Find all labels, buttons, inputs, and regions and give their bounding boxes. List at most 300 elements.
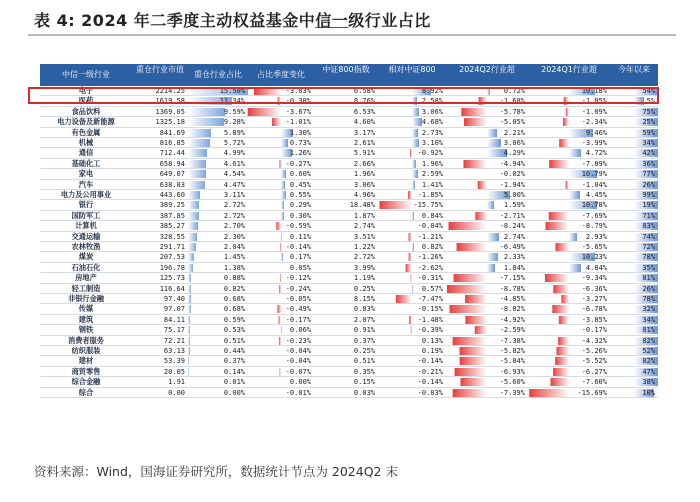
- industry-name: 医药: [78, 96, 94, 106]
- csi-cell: 8.76%: [353, 97, 375, 106]
- rel-cell: -0.21%: [417, 367, 443, 376]
- q2-cell: 1.59%: [503, 201, 525, 210]
- table-row: [40, 377, 658, 387]
- industry-name: 汽车: [78, 179, 94, 189]
- csi-cell: 2.74%: [353, 222, 375, 231]
- table-row: [40, 242, 658, 252]
- industry-name: 钢铁: [78, 325, 94, 335]
- q2-cell: 2.33%: [503, 253, 525, 262]
- share-cell: 1.38%: [223, 263, 245, 272]
- table-row: [40, 148, 658, 158]
- chg-cell: 0.30%: [289, 211, 311, 220]
- mv-cell: 1.91: [168, 378, 185, 387]
- share-cell: 0.53%: [223, 326, 245, 335]
- mv-cell: 387.85: [159, 211, 185, 220]
- q1-cell: -7.89%: [581, 159, 607, 168]
- q1-cell: 10.18%: [581, 87, 607, 95]
- rel-cell: -1.26%: [417, 253, 443, 262]
- table-row: [40, 232, 658, 242]
- mv-cell: 72.21: [163, 336, 185, 345]
- csi-cell: 1.19%: [353, 274, 375, 283]
- q1-cell: 4.45%: [585, 191, 607, 199]
- q1-cell: 4.72%: [585, 149, 607, 158]
- industry-name: 煤炭: [78, 252, 94, 262]
- table-row: [40, 325, 658, 335]
- q1-cell: 2.93%: [585, 232, 607, 241]
- ytd-cell: 26%: [642, 284, 655, 293]
- ytd-cell: 59%: [642, 128, 655, 137]
- industry-name: 农林牧渔: [71, 242, 101, 251]
- table-row: [40, 190, 658, 200]
- q2-cell: -8.02%: [499, 305, 525, 314]
- mv-cell: 53.39: [163, 357, 185, 366]
- q2-cell: -8.24%: [499, 222, 525, 231]
- q2-cell: 4.29%: [503, 149, 525, 158]
- csi-cell: 4.60%: [353, 118, 375, 127]
- q1-cell: -2.34%: [581, 118, 607, 127]
- q1-cell: -7.60%: [581, 378, 607, 387]
- rel-cell: 2.73%: [421, 128, 443, 137]
- mv-cell: 196.78: [159, 263, 185, 272]
- mv-cell: 63.13: [163, 347, 185, 355]
- table-row: [40, 273, 658, 283]
- q1-cell: -7.69%: [581, 211, 607, 220]
- industry-name: 国防军工: [71, 210, 101, 220]
- q1-cell: -1.04%: [581, 180, 607, 189]
- q2-cell: -4.85%: [499, 295, 525, 303]
- industry-name: 银行: [78, 200, 94, 210]
- title-divider: [28, 34, 676, 36]
- rel-cell: 2.59%: [421, 170, 443, 179]
- industry-name: 综合: [78, 387, 94, 397]
- table-row: [40, 336, 658, 346]
- ytd-cell: 36%: [642, 159, 655, 168]
- mv-cell: 658.94: [159, 159, 185, 168]
- table-row: [40, 159, 658, 169]
- q2-cell: -7.15%: [499, 274, 525, 283]
- share-cell: 2.72%: [223, 211, 245, 220]
- csi-cell: 18.48%: [349, 201, 375, 210]
- chg-cell: -0.59%: [285, 222, 311, 231]
- q1-cell: 10.79%: [581, 170, 607, 179]
- table-row: [40, 284, 658, 294]
- mv-cell: 649.07: [159, 170, 185, 179]
- table-row: [40, 367, 658, 377]
- rel-cell: -0.04%: [417, 222, 443, 231]
- share-cell: 0.51%: [223, 336, 245, 345]
- ytd-cell: 82%: [642, 336, 655, 345]
- table-row: [40, 346, 658, 356]
- share-cell: 4.54%: [223, 170, 245, 179]
- mv-cell: 97.40: [163, 295, 185, 303]
- share-cell: 0.59%: [223, 315, 245, 324]
- ytd-cell: 25%: [642, 118, 655, 127]
- q2-cell: 0.72%: [503, 87, 525, 95]
- mv-cell: 1369.05: [155, 107, 185, 116]
- rel-cell: -1.48%: [417, 315, 443, 324]
- table-row: [40, 221, 658, 231]
- table-row: [40, 211, 658, 221]
- mv-cell: 816.85: [159, 139, 185, 147]
- csi-cell: 2.66%: [353, 159, 375, 168]
- table-row: [40, 304, 658, 314]
- chg-cell: -0.23%: [285, 336, 311, 345]
- industry-name: 食品饮料: [71, 106, 101, 116]
- ytd-cell: 83%: [642, 222, 655, 231]
- table-row: [40, 315, 658, 325]
- q1-cell: -1.85%: [581, 97, 607, 106]
- csi-cell: 0.83%: [353, 305, 375, 314]
- rel-cell: 8.92%: [421, 87, 443, 95]
- industry-name: 基础化工: [71, 158, 101, 168]
- ytd-cell: 71%: [642, 211, 655, 220]
- mv-cell: 712.44: [159, 149, 185, 158]
- share-cell: 0.68%: [223, 295, 245, 303]
- ytd-cell: 19%: [642, 201, 655, 210]
- ytd-cell: 78%: [642, 295, 655, 303]
- rel-cell: -0.31%: [417, 274, 443, 283]
- csi-cell: 1.87%: [353, 211, 375, 220]
- mv-cell: 841.69: [159, 128, 185, 137]
- table-title: 表 4: 2024 年二季度主动权益基金中信一级行业占比: [34, 11, 431, 30]
- table-row: [40, 169, 658, 179]
- csi-cell: 0.03%: [353, 388, 375, 397]
- chg-cell: 1.30%: [289, 128, 311, 137]
- q2-cell: -5.05%: [499, 118, 525, 127]
- mv-cell: 84.11: [163, 315, 185, 324]
- chg-cell: 0.00%: [289, 378, 311, 387]
- chg-cell: -3.67%: [285, 107, 311, 116]
- rel-cell: -0.92%: [417, 149, 443, 158]
- ytd-cell: 81%: [642, 326, 655, 335]
- chg-cell: 0.05%: [289, 263, 311, 272]
- q2-cell: -8.78%: [499, 284, 525, 293]
- industry-name: 轻工制造: [71, 283, 101, 293]
- csi-cell: 3.17%: [353, 128, 375, 137]
- chg-cell: -0.01%: [285, 388, 311, 397]
- share-cell: 1.45%: [223, 253, 245, 262]
- table-row: [40, 294, 658, 304]
- rel-cell: 1.41%: [421, 180, 443, 189]
- ytd-cell: 75%: [642, 107, 655, 116]
- ytd-cell: 34%: [642, 315, 655, 324]
- csi-cell: 1.22%: [353, 243, 375, 251]
- rel-cell: -1.21%: [417, 232, 443, 241]
- mv-cell: 1325.18: [155, 118, 185, 127]
- q2-cell: 5.00%: [503, 191, 525, 199]
- share-cell: 0.37%: [223, 357, 245, 366]
- chg-cell: 0.55%: [289, 191, 311, 199]
- share-cell: 0.00%: [223, 388, 245, 397]
- table-row: [40, 388, 658, 398]
- csi-cell: 0.15%: [353, 378, 375, 387]
- rel-cell: 1.96%: [421, 159, 443, 168]
- mv-cell: 291.71: [159, 243, 185, 251]
- col-header-share: 重仓行业占比: [194, 70, 242, 79]
- mv-cell: 0.00: [168, 388, 185, 397]
- rel-cell: 3.10%: [421, 139, 443, 147]
- chg-cell: -0.05%: [285, 295, 311, 303]
- csi-cell: 3.51%: [353, 232, 375, 241]
- mv-cell: 385.27: [159, 222, 185, 231]
- q1-cell: 10.78%: [581, 201, 607, 210]
- rel-cell: 0.57%: [421, 284, 443, 293]
- chg-cell: -0.04%: [285, 357, 311, 366]
- share-cell: 3.11%: [223, 191, 245, 199]
- col-header-industry: 中信一级行业: [62, 70, 110, 79]
- col-header-relative: 相对中证800: [388, 65, 436, 74]
- mv-cell: 328.55: [159, 232, 185, 241]
- mv-cell: 207.53: [159, 253, 185, 262]
- chg-cell: -3.03%: [285, 87, 311, 95]
- table-row: [40, 117, 658, 127]
- industry-name: 综合金融: [71, 377, 101, 387]
- col-header-q2-excess: 2024Q2行业超: [459, 65, 515, 74]
- share-cell: 0.68%: [223, 305, 245, 314]
- mv-cell: 2214.25: [155, 87, 185, 95]
- mv-cell: 125.73: [159, 274, 185, 283]
- highlight-box-electronics: [28, 87, 659, 104]
- industry-name: 房地产: [75, 273, 97, 283]
- share-cell: 5.89%: [223, 128, 245, 137]
- rel-cell: 4.68%: [421, 118, 443, 127]
- col-header-q1-excess: 2024Q1行业超: [541, 65, 597, 74]
- chg-cell: 0.73%: [289, 139, 311, 147]
- csi-cell: 2.72%: [353, 253, 375, 262]
- table-row: [40, 200, 658, 210]
- col-header-ytd: 今年以来: [618, 65, 650, 74]
- ytd-cell: 5%: [646, 97, 655, 106]
- industry-name: 建材: [78, 356, 94, 366]
- q2-cell: 3.06%: [503, 139, 525, 147]
- ytd-cell: 82%: [642, 357, 655, 366]
- share-cell: 0.88%: [223, 274, 245, 283]
- q1-cell: -5.65%: [581, 243, 607, 251]
- share-cell: 2.70%: [223, 222, 245, 231]
- ytd-cell: 72%: [642, 243, 655, 251]
- rel-cell: -0.39%: [417, 326, 443, 335]
- share-cell: 2.30%: [223, 232, 245, 241]
- mv-cell: 638.03: [159, 180, 185, 189]
- share-cell: 5.72%: [223, 139, 245, 147]
- industry-name: 建筑: [78, 314, 94, 324]
- q2-cell: 2.74%: [503, 232, 525, 241]
- share-cell: 4.99%: [223, 149, 245, 158]
- industry-name: 石油石化: [71, 262, 101, 272]
- q1-cell: -1.09%: [581, 107, 607, 116]
- csi-cell: 5.91%: [353, 149, 375, 158]
- ytd-cell: 77%: [642, 170, 655, 179]
- chg-cell: 0.45%: [289, 180, 311, 189]
- rel-cell: -1.85%: [417, 191, 443, 199]
- q2-cell: -5.84%: [499, 357, 525, 366]
- share-cell: 0.44%: [223, 347, 245, 355]
- q2-cell: -2.71%: [499, 211, 525, 220]
- share-cell: 4.61%: [223, 159, 245, 168]
- ytd-cell: 54%: [642, 87, 655, 95]
- q2-cell: 2.21%: [503, 128, 525, 137]
- rel-cell: -15.75%: [413, 201, 443, 210]
- industry-name: 纺织服装: [71, 346, 101, 355]
- q2-cell: -7.39%: [499, 388, 525, 397]
- chg-cell: 0.06%: [289, 326, 311, 335]
- csi-cell: 6.58%: [353, 87, 375, 95]
- share-cell: 0.14%: [223, 367, 245, 376]
- industry-name: 机械: [78, 138, 94, 147]
- q2-cell: -0.02%: [499, 170, 525, 179]
- mv-cell: 1619.58: [155, 97, 185, 106]
- chg-cell: 0.11%: [289, 232, 311, 241]
- rel-cell: -7.47%: [417, 295, 443, 303]
- chg-cell: -0.14%: [285, 243, 311, 251]
- col-header-market-value: 重仓行业市值: [136, 65, 184, 74]
- ytd-cell: 38%: [642, 378, 655, 387]
- ytd-cell: 99%: [642, 191, 655, 199]
- industry-name: 电力及公用事业: [60, 190, 112, 199]
- q1-cell: -9.34%: [581, 274, 607, 283]
- q1-cell: 9.46%: [585, 128, 607, 137]
- rel-cell: 0.13%: [421, 336, 443, 345]
- table-row: [40, 128, 658, 138]
- table-row: [40, 252, 658, 262]
- q1-cell: 4.84%: [585, 263, 607, 272]
- chg-cell: -0.30%: [285, 97, 311, 106]
- csi-cell: 1.96%: [353, 170, 375, 179]
- ytd-cell: 47%: [642, 367, 655, 376]
- share-cell: 15.50%: [219, 87, 245, 95]
- ytd-cell: 78%: [642, 253, 655, 262]
- industry-name: 家电: [78, 169, 94, 179]
- rel-cell: 2.58%: [421, 97, 443, 106]
- q1-cell: 10.23%: [581, 253, 607, 262]
- csi-cell: 3.99%: [353, 263, 375, 272]
- rel-cell: 0.84%: [421, 211, 443, 220]
- share-cell: 11.34%: [219, 97, 245, 106]
- rel-cell: -0.03%: [417, 388, 443, 397]
- chg-cell: 1.26%: [289, 149, 311, 158]
- chg-cell: 0.29%: [289, 201, 311, 210]
- chg-cell: -0.17%: [285, 315, 311, 324]
- q1-cell: -3.99%: [581, 139, 607, 147]
- ytd-cell: 74%: [642, 232, 655, 241]
- csi-cell: 0.25%: [353, 347, 375, 355]
- csi-cell: 0.51%: [353, 357, 375, 366]
- industry-name: 商贸零售: [71, 366, 101, 376]
- col-header-qoq-change: 占比季度变化: [257, 70, 305, 79]
- industry-name: 计算机: [75, 221, 97, 231]
- share-cell: 2.72%: [223, 201, 245, 210]
- csi-cell: 4.96%: [353, 191, 375, 199]
- share-cell: 0.01%: [223, 378, 245, 387]
- col-header-csi800: 中证800指数: [322, 65, 370, 74]
- mv-cell: 75.17: [163, 326, 185, 335]
- share-cell: 4.47%: [223, 180, 245, 189]
- table-row: [40, 107, 658, 117]
- mv-cell: 20.05: [163, 367, 185, 376]
- share-cell: 9.59%: [223, 107, 245, 116]
- q2-cell: -1.94%: [499, 180, 525, 189]
- mv-cell: 443.60: [159, 191, 185, 199]
- ytd-cell: 52%: [642, 347, 655, 355]
- rel-cell: 3.06%: [421, 107, 443, 116]
- chg-cell: -0.07%: [285, 367, 311, 376]
- q1-cell: -8.79%: [581, 222, 607, 231]
- industry-name: 有色金属: [71, 127, 101, 137]
- q2-cell: -5.78%: [499, 107, 525, 116]
- table-header: [40, 64, 658, 86]
- industry-name: 交通运输: [71, 231, 101, 241]
- q2-cell: -1.68%: [499, 97, 525, 106]
- q2-cell: -4.92%: [499, 315, 525, 324]
- q1-cell: -6.36%: [581, 284, 607, 293]
- q2-cell: -6.93%: [499, 367, 525, 376]
- q2-cell: -6.49%: [499, 243, 525, 251]
- q2-cell: -7.38%: [499, 336, 525, 345]
- share-cell: 2.04%: [223, 243, 245, 251]
- q1-cell: -6.78%: [581, 305, 607, 314]
- q1-cell: -15.69%: [577, 388, 607, 397]
- chg-cell: -0.12%: [285, 274, 311, 283]
- mv-cell: 116.64: [159, 284, 185, 293]
- rel-cell: 0.82%: [421, 243, 443, 251]
- chg-cell: -0.49%: [285, 305, 311, 314]
- q1-cell: -5.26%: [581, 347, 607, 355]
- q2-cell: -5.82%: [499, 347, 525, 355]
- chg-cell: 0.17%: [289, 253, 311, 262]
- rel-cell: -2.62%: [417, 263, 443, 272]
- table-row: [40, 138, 658, 148]
- rel-cell: -0.15%: [417, 305, 443, 314]
- q1-cell: -3.27%: [581, 295, 607, 303]
- industry-name: 传媒: [78, 304, 94, 314]
- chg-cell: -0.24%: [285, 284, 311, 293]
- ytd-cell: 26%: [642, 180, 655, 189]
- ytd-cell: 42%: [642, 149, 655, 158]
- mv-cell: 389.25: [159, 201, 185, 210]
- q1-cell: -4.32%: [581, 336, 607, 345]
- q2-cell: 1.84%: [503, 263, 525, 272]
- csi-cell: 3.06%: [353, 180, 375, 189]
- rel-cell: -0.14%: [417, 357, 443, 366]
- csi-cell: 0.35%: [353, 367, 375, 376]
- table-row: [40, 180, 658, 190]
- chg-cell: -0.27%: [285, 159, 311, 168]
- rel-cell: 0.19%: [421, 347, 443, 355]
- csi-cell: 6.53%: [353, 107, 375, 116]
- q2-cell: -4.94%: [499, 159, 525, 168]
- q2-cell: -2.59%: [499, 326, 525, 335]
- mv-cell: 97.07: [163, 305, 185, 314]
- chg-cell: -0.04%: [285, 347, 311, 355]
- csi-cell: 0.37%: [353, 336, 375, 345]
- table-row: [40, 356, 658, 366]
- csi-cell: 8.15%: [353, 295, 375, 303]
- industry-name: 非银行金融: [68, 294, 104, 303]
- industry-name: 电力设备及新能源: [57, 117, 115, 127]
- q1-cell: -5.52%: [581, 357, 607, 366]
- q2-cell: -5.60%: [499, 378, 525, 387]
- csi-cell: 2.07%: [353, 315, 375, 324]
- table-row: [40, 263, 658, 273]
- source-note: 资料来源：Wind，国海证券研究所，数据统计节点为 2024Q2 末: [34, 464, 398, 479]
- industry-name: 通信: [78, 148, 94, 158]
- ytd-cell: 81%: [642, 274, 655, 283]
- chg-cell: -1.01%: [285, 118, 311, 127]
- rel-cell: -0.14%: [417, 378, 443, 387]
- share-cell: 0.82%: [223, 284, 245, 293]
- industry-name: 电子: [78, 86, 94, 95]
- ytd-cell: 32%: [642, 305, 655, 314]
